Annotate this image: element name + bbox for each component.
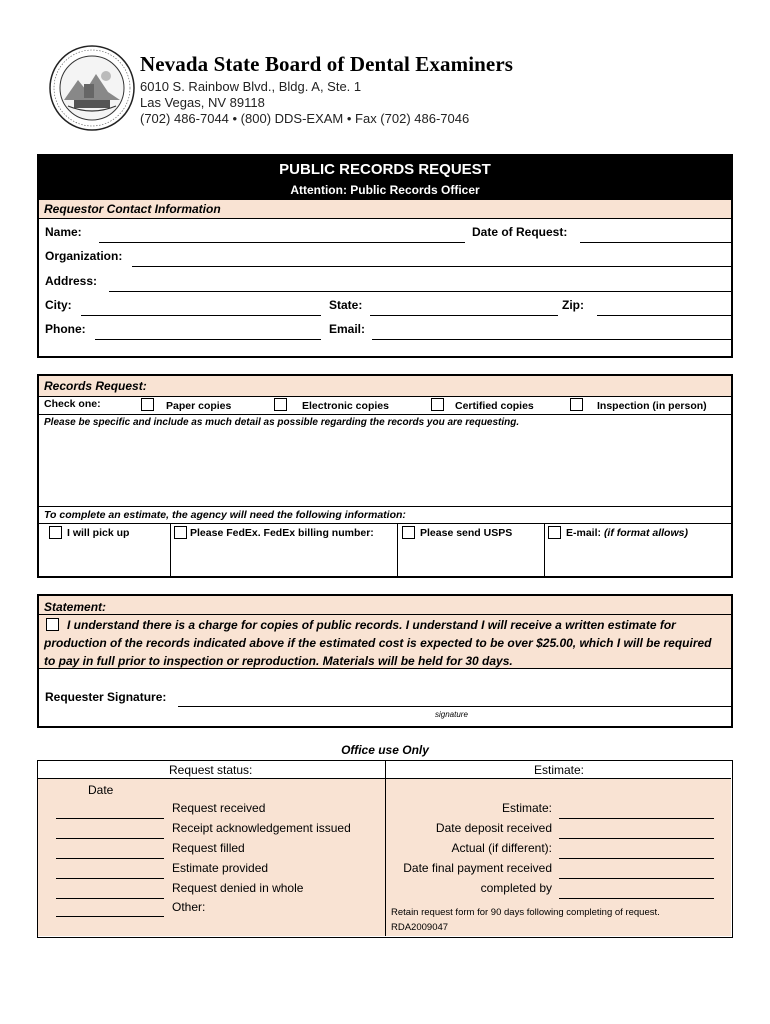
phone-label: Phone: — [45, 322, 86, 336]
status-date-field[interactable] — [56, 898, 164, 899]
status-receipt-acknowledgement: Receipt acknowledgement issued — [172, 821, 351, 835]
email-delivery-checkbox[interactable] — [548, 526, 561, 539]
form-subtitle: Attention: Public Records Officer — [290, 183, 480, 197]
contact-header-band — [39, 200, 731, 218]
date-final-payment-field[interactable] — [559, 878, 714, 879]
status-date-field[interactable] — [56, 838, 164, 839]
certified-copies-label: Certified copies — [455, 400, 534, 412]
board-address-line-2: Las Vegas, NV 89118 — [140, 95, 265, 110]
status-request-denied: Request denied in whole — [172, 881, 304, 895]
status-date-field[interactable] — [56, 916, 164, 917]
address-field[interactable] — [109, 291, 732, 292]
name-field[interactable] — [99, 242, 465, 243]
electronic-copies-label: Electronic copies — [302, 400, 389, 412]
request-status-header: Request status: — [169, 763, 253, 777]
records-request-section — [37, 374, 733, 578]
records-description-area[interactable] — [39, 432, 731, 506]
electronic-copies-checkbox[interactable] — [274, 398, 287, 411]
email-delivery-prefix: E-mail: — [566, 527, 604, 539]
state-seal-logo — [48, 44, 136, 132]
signature-label: Requester Signature: — [45, 690, 167, 704]
date-deposit-received-field[interactable] — [559, 838, 714, 839]
status-date-field[interactable] — [56, 878, 164, 879]
zip-label: Zip: — [562, 298, 584, 312]
status-estimate-provided: Estimate provided — [172, 861, 269, 875]
zip-field[interactable] — [597, 315, 732, 316]
certified-copies-checkbox[interactable] — [431, 398, 444, 411]
records-section-label: Records Request: — [44, 379, 147, 393]
statement-section — [37, 594, 733, 728]
estimate-amount-label: Estimate: — [501, 801, 552, 815]
form-code: RDA2009047 — [391, 922, 449, 933]
date-column-label: Date — [88, 783, 114, 797]
statement-line-3: to pay in full prior to inspection or reproduction. Materials will be held for 30 days. — [44, 654, 513, 668]
status-other: Other: — [172, 900, 206, 914]
paper-copies-label: Paper copies — [166, 400, 232, 412]
pickup-label: I will pick up — [67, 527, 130, 539]
email-delivery-note: (if format allows) — [603, 527, 688, 539]
phone-field[interactable] — [95, 339, 321, 340]
paper-copies-checkbox[interactable] — [141, 398, 154, 411]
organization-label: Organization: — [45, 249, 123, 263]
form-title: PUBLIC RECORDS REQUEST — [279, 161, 491, 178]
office-use-title: Office use Only — [341, 743, 429, 757]
city-field[interactable] — [81, 315, 321, 316]
inspection-checkbox[interactable] — [570, 398, 583, 411]
email-delivery-label — [566, 527, 688, 539]
board-address-line-1: 6010 S. Rainbow Blvd., Bldg. A, Ste. 1 — [140, 79, 362, 94]
contact-section-label: Requestor Contact Information — [44, 202, 221, 216]
office-use-table — [37, 760, 733, 938]
state-label: State: — [329, 298, 363, 312]
signature-field[interactable] — [178, 706, 732, 707]
address-label: Address: — [45, 274, 98, 288]
fedex-label: Please FedEx. FedEx billing number: — [190, 527, 374, 539]
pickup-checkbox[interactable] — [49, 526, 62, 539]
statement-line-1: I understand there is a charge for copies of public records. I understand I will receive a written estimate for — [67, 618, 676, 632]
statement-line-2: production of the records indicated above if the estimated cost is expected to be over $25.00, which I will be required — [44, 636, 712, 650]
inspection-label: Inspection (in person) — [597, 400, 707, 412]
date-deposit-received-label: Date deposit received — [435, 821, 552, 835]
check-one-label: Check one: — [44, 398, 101, 410]
name-label: Name: — [45, 225, 82, 239]
status-request-filled: Request filled — [172, 841, 245, 855]
actual-amount-field[interactable] — [559, 858, 714, 859]
records-header-band — [39, 376, 731, 396]
usps-label: Please send USPS — [420, 527, 513, 539]
status-date-field[interactable] — [56, 818, 164, 819]
completed-by-field[interactable] — [559, 898, 714, 899]
email-field[interactable] — [372, 339, 732, 340]
city-label: City: — [45, 298, 72, 312]
fedex-checkbox[interactable] — [174, 526, 187, 539]
email-label: Email: — [329, 322, 366, 336]
contact-section — [37, 154, 733, 358]
date-final-payment-label: Date final payment received — [403, 861, 552, 875]
date-of-request-label: Date of Request: — [472, 225, 568, 239]
retain-note: Retain request form for 90 days following completing of request. — [391, 907, 660, 918]
completed-by-label: completed by — [480, 881, 552, 895]
date-of-request-field[interactable] — [580, 242, 732, 243]
signature-caption: signature — [435, 710, 468, 719]
form-title-bar — [39, 156, 731, 200]
board-name: Nevada State Board of Dental Examiners — [140, 52, 514, 76]
actual-amount-label: Actual (if different): — [451, 841, 552, 855]
estimate-amount-field[interactable] — [559, 818, 714, 819]
organization-field[interactable] — [132, 266, 732, 267]
usps-checkbox[interactable] — [402, 526, 415, 539]
records-instruction: Please be specific and include as much detail as possible regarding the records you are requesting. — [44, 417, 520, 428]
estimate-instruction: To complete an estimate, the agency will need the following information: — [44, 509, 406, 521]
statement-agree-checkbox[interactable] — [46, 618, 59, 631]
estimate-header: Estimate: — [534, 763, 585, 777]
state-field[interactable] — [370, 315, 558, 316]
statement-section-label: Statement: — [44, 600, 107, 614]
board-phone-line: (702) 486-7044 • (800) DDS-EXAM • Fax (702) 486-7046 — [140, 111, 470, 126]
status-request-received: Request received — [172, 801, 266, 815]
status-date-field[interactable] — [56, 858, 164, 859]
